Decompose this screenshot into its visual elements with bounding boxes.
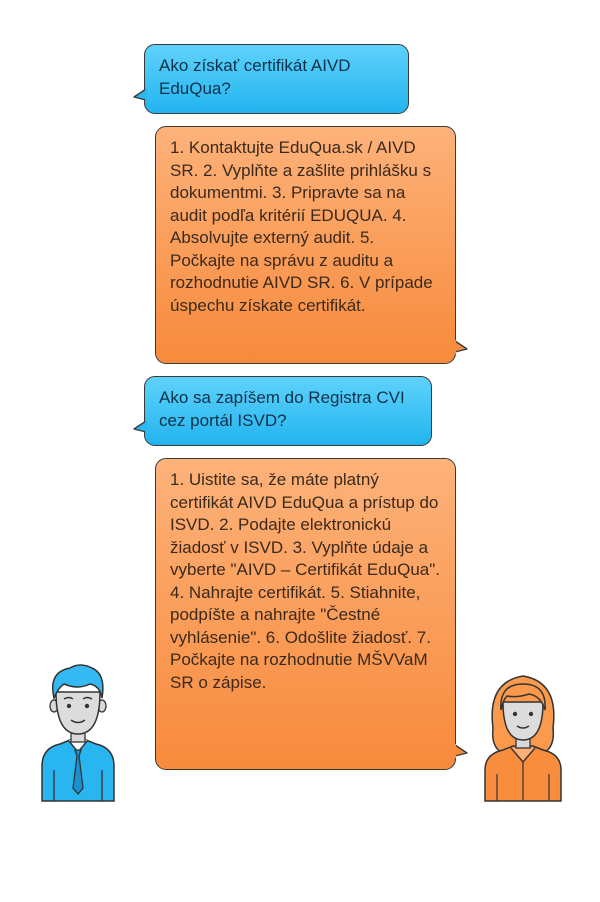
- message-text: Ako získať certifikát AIVD EduQua?: [159, 56, 351, 98]
- bubble-tail: [454, 744, 468, 758]
- bubble-tail: [133, 88, 147, 102]
- assistant-message-bubble: [155, 126, 456, 364]
- assistant-message-bubble: [155, 458, 456, 770]
- bubble-tail: [454, 340, 468, 354]
- message-text: Ako sa zapíšem do Registra CVI cez portál ISVD?: [159, 388, 405, 430]
- man-avatar-icon: [40, 662, 116, 802]
- user-message-bubble: [144, 376, 432, 446]
- user-message-bubble: [144, 44, 409, 114]
- bubble-tail: [133, 420, 147, 434]
- message-text: 1. Uistite sa, že máte platný certifikát AIVD EduQua a prístup do ISVD. 2. Podajte elektronickú žiadosť v ISVD. 3. Vyplňte údaje a vyberte "AIVD – Certifikát EduQua". 4. Nahrajte certifikát. 5. Stiahnite, podpíšte a nahrajte "Čestné vyhlásenie". 6. Odošlite žiadosť. 7. Počkajte na rozhodnutie MŠVVaM SR o zápise.: [170, 470, 441, 692]
- message-text: 1. Kontaktujte EduQua.sk / AIVD SR. 2. Vyplňte a zašlite prihlášku s dokumentmi. 3. Pripravte sa na audit podľa kritérií EDUQUA. 4. Absolvujte externý audit. 5. Počkajte na správu z auditu a rozhodnutie AIVD SR. 6. V prípade úspechu získate certifikát.: [170, 138, 433, 315]
- woman-avatar-icon: [483, 668, 563, 802]
